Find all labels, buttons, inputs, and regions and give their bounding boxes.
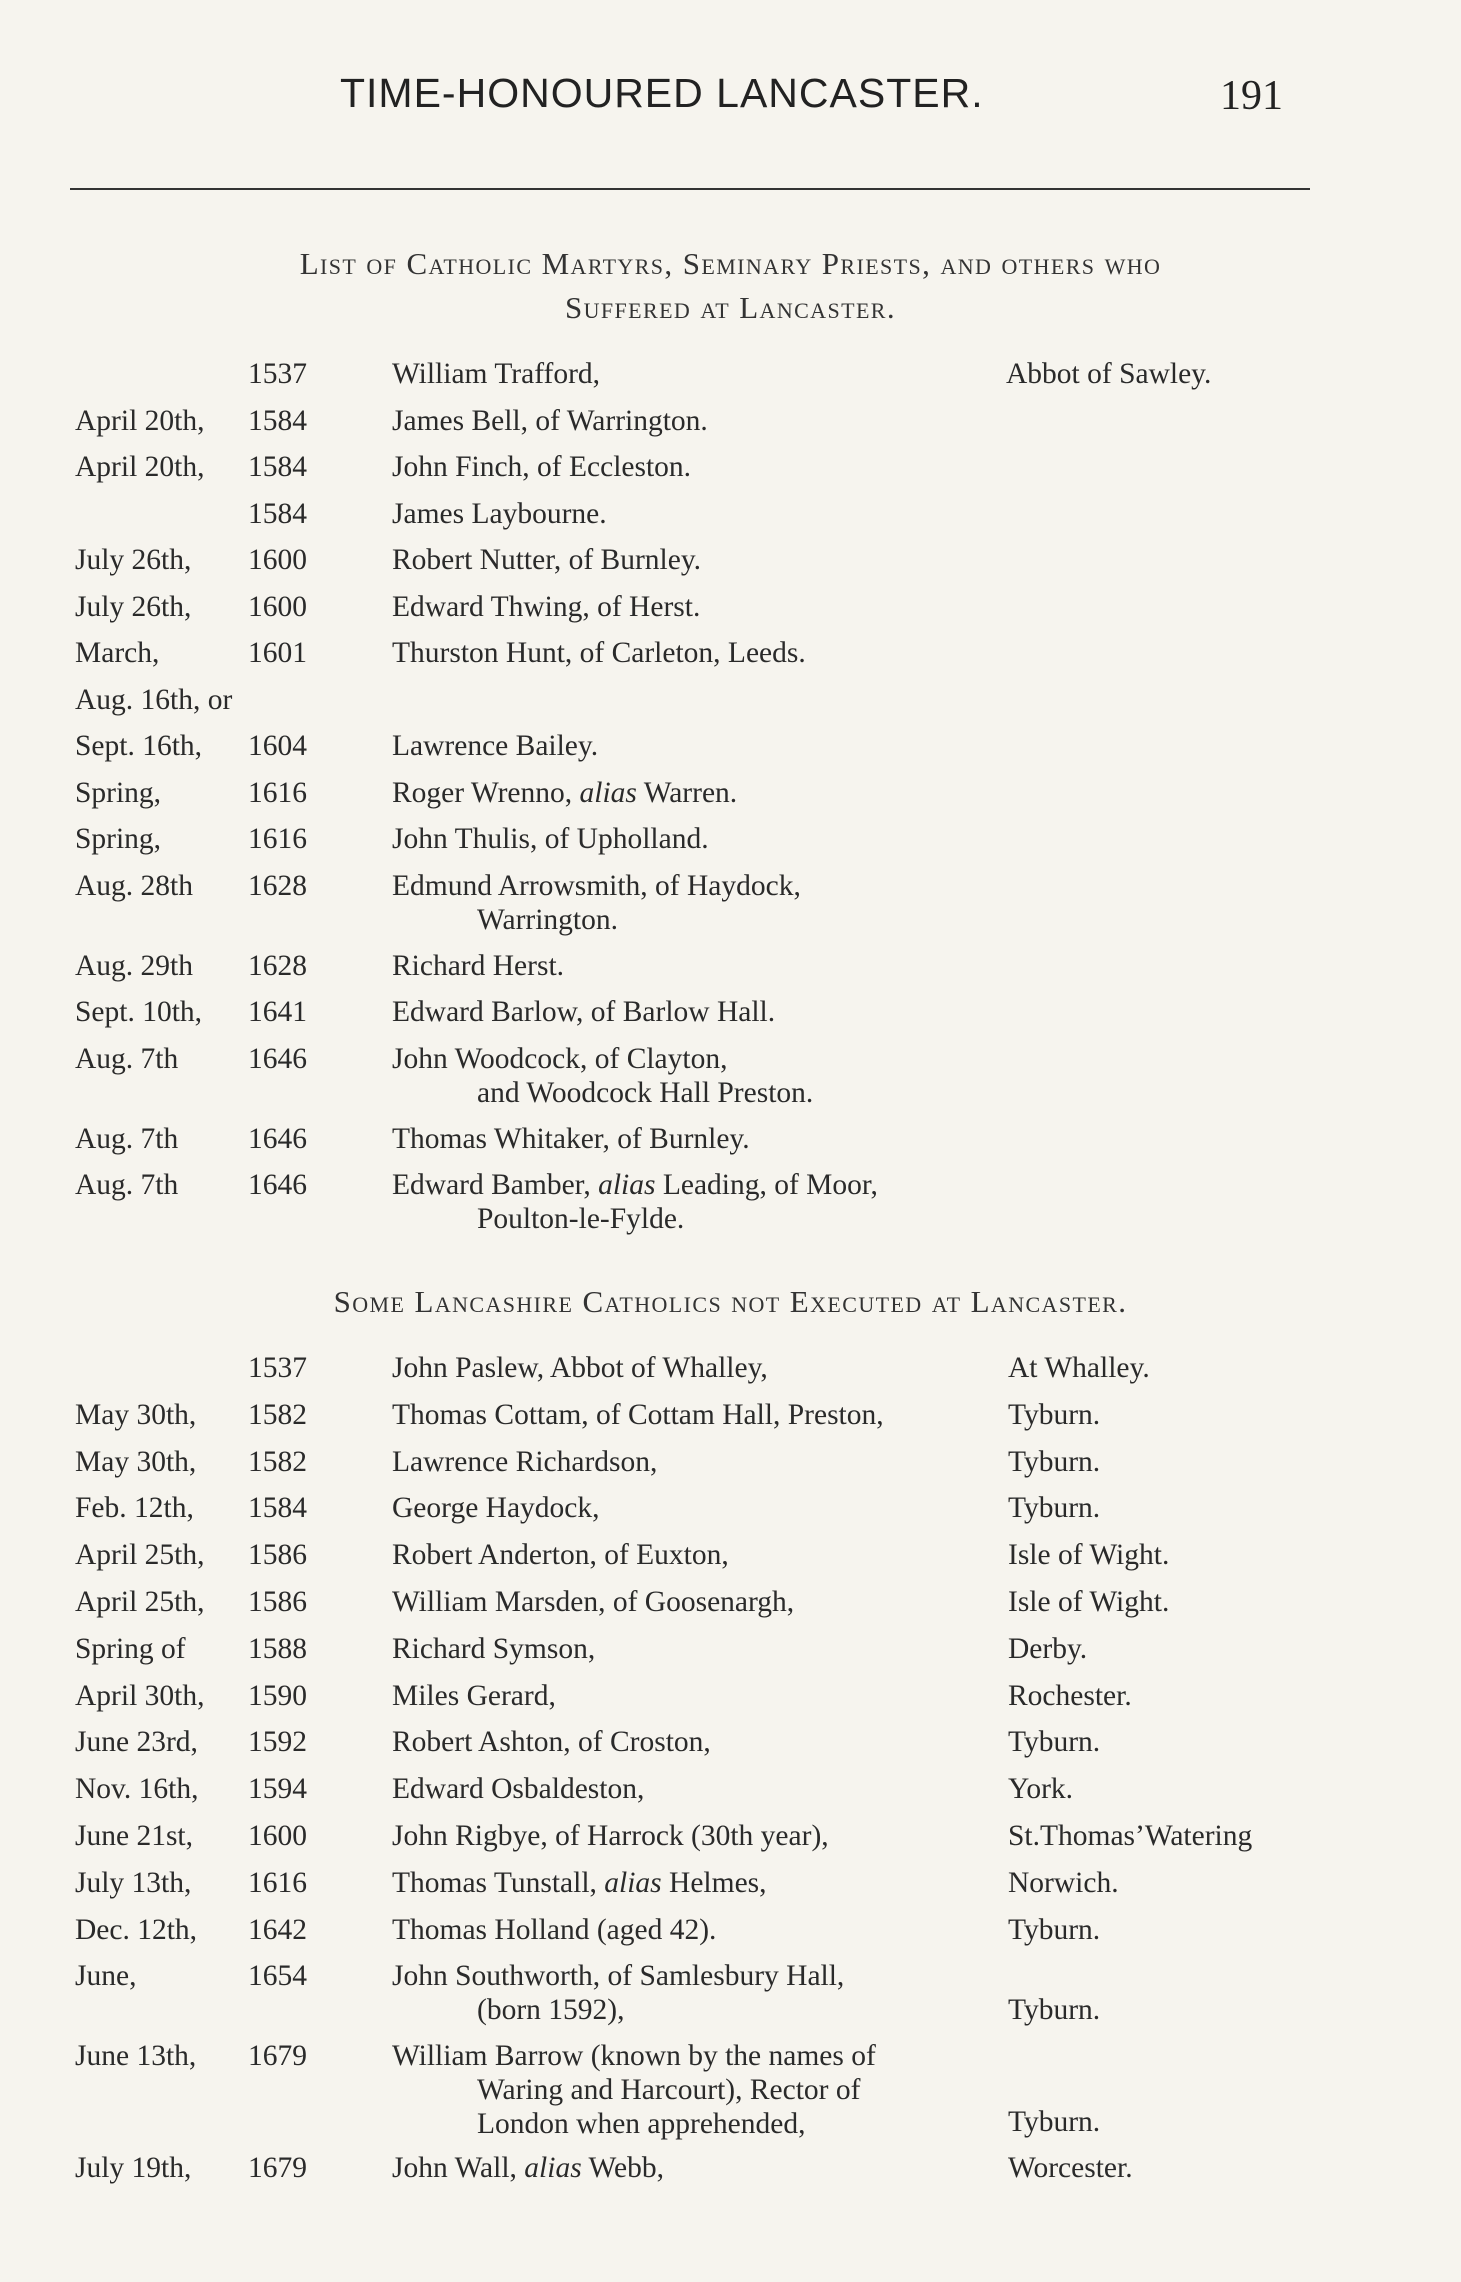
name-text: William Barrow (known by the names of: [392, 2040, 876, 2073]
row-date: Aug. 29th: [75, 949, 193, 982]
row-date: July 13th,: [75, 1866, 192, 1899]
row-year: 1616: [248, 1866, 307, 1899]
name-text: Webb,: [581, 2152, 664, 2185]
row-name: Robert Nutter, of Burnley.: [392, 544, 702, 576]
table-row: [0, 1491, 1461, 1538]
table-row: [0, 1913, 1461, 1960]
row-name: Thomas Cottam, of Cottam Hall, Preston,: [392, 1398, 884, 1431]
row-year: 1586: [248, 1585, 307, 1618]
name-continuation: London when apprehended,: [477, 2108, 806, 2141]
row-year: 1600: [248, 1819, 307, 1852]
row-year: 1586: [248, 1539, 307, 1572]
row-place: Tyburn.: [1008, 1726, 1101, 1759]
row-place: Derby.: [1008, 1632, 1088, 1665]
row-name: Robert Ashton, of Croston,: [392, 1726, 711, 1759]
table-row: [0, 1538, 1461, 1585]
row-year: 1679: [248, 2040, 307, 2073]
header-rule: [70, 188, 1310, 190]
row-name: Lawrence Richardson,: [392, 1445, 658, 1478]
row-place: Abbot of Sawley.: [1006, 358, 1212, 390]
row-year: 1628: [248, 869, 307, 902]
table-row: [0, 1585, 1461, 1632]
name-continuation: Waring and Harcourt), Rector of: [477, 2074, 861, 2107]
row-year: 1600: [248, 590, 307, 623]
row-date: Nov. 16th,: [75, 1773, 199, 1806]
table-row: [0, 1772, 1461, 1819]
row-place: Tyburn.: [1008, 2106, 1101, 2139]
row-date: Spring,: [75, 776, 162, 809]
table-row: [0, 1866, 1461, 1913]
row-year: 1641: [248, 996, 307, 1028]
table-row: [0, 450, 1461, 497]
row-name: John Paslew, Abbot of Whalley,: [392, 1352, 768, 1384]
row-name: [392, 869, 801, 937]
row-year: 1628: [248, 949, 307, 982]
name-text: Edmund Arrowsmith, of Haydock,: [392, 869, 801, 902]
name-text: Warren.: [636, 776, 738, 809]
row-year: 1594: [248, 1773, 307, 1806]
row-place: Rochester.: [1008, 1679, 1132, 1712]
row-date: July 26th,: [75, 590, 192, 623]
row-date: April 20th,: [75, 451, 205, 483]
row-date: Feb. 12th,: [75, 1492, 194, 1525]
row-place: St.Thomas’Watering: [1008, 1819, 1253, 1852]
row-name: William Marsden, of Goosenargh,: [392, 1585, 795, 1618]
row-name: Robert Anderton, of Euxton,: [392, 1539, 729, 1572]
row-place: Tyburn.: [1008, 1913, 1101, 1946]
name-text: Roger Wrenno,: [392, 776, 580, 809]
running-title: TIME-HONOURED LANCASTER.: [340, 70, 984, 116]
row-date: June,: [75, 1960, 137, 1993]
row-date: March,: [75, 637, 160, 669]
row-name: [392, 1959, 844, 2027]
row-date: June 13th,: [75, 2040, 197, 2073]
row-year: 1582: [248, 1398, 307, 1431]
row-name: [392, 2039, 876, 2141]
row-date: July 26th,: [75, 544, 192, 576]
row-name: Richard Symson,: [392, 1632, 596, 1665]
row-year: 1601: [248, 637, 307, 669]
row-name: Miles Gerard,: [392, 1679, 556, 1712]
row-place: Tyburn.: [1008, 1398, 1101, 1431]
row-date: April 30th,: [75, 1679, 205, 1712]
row-name: John Thulis, of Upholland.: [392, 823, 709, 855]
table-row: [0, 357, 1461, 404]
row-date: May 30th,: [75, 1398, 197, 1431]
row-name: Richard Herst.: [392, 949, 565, 982]
row-year: 1537: [248, 358, 307, 390]
row-place: At Whalley.: [1008, 1352, 1150, 1384]
row-year: 1584: [248, 404, 307, 437]
row-place: Worcester.: [1008, 2152, 1133, 2185]
row-place: Isle of Wight.: [1008, 1539, 1170, 1572]
row-name: Lawrence Bailey.: [392, 730, 599, 762]
table-row: [0, 1398, 1461, 1445]
row-year: 1584: [248, 451, 307, 483]
row-date: April 20th,: [75, 404, 205, 437]
row-date: Spring,: [75, 823, 162, 855]
row-date: Dec. 12th,: [75, 1913, 198, 1946]
row-name: James Laybourne.: [392, 497, 607, 530]
row-date: Aug. 7th: [75, 1122, 179, 1155]
row-year: 1588: [248, 1632, 307, 1665]
lancashire-catholics-heading: Some Lancashire Catholics not Executed at Lancaster.: [333, 1284, 1128, 1319]
name-text: John Southworth, of Samlesbury Hall,: [392, 1960, 845, 1993]
row-place: Norwich.: [1008, 1866, 1119, 1899]
table-row: [0, 1632, 1461, 1679]
name-continuation: Warrington.: [477, 903, 618, 936]
lancashire-catholics-table: [0, 1351, 1461, 2198]
row-place: Tyburn.: [1008, 1492, 1101, 1525]
table-row: [0, 2151, 1461, 2198]
alias-word: alias: [524, 2152, 582, 2185]
row-year: 1604: [248, 730, 307, 762]
table-row: [0, 590, 1461, 637]
table-row: [0, 636, 1461, 683]
table-row: [0, 1351, 1461, 1398]
row-place: Tyburn.: [1008, 1994, 1101, 2027]
row-year: 1616: [248, 823, 307, 855]
table-row: [0, 1819, 1461, 1866]
row-name: Edward Osbaldeston,: [392, 1773, 645, 1806]
row-name: Edward Barlow, of Barlow Hall.: [392, 996, 776, 1028]
row-year: 1584: [248, 1492, 307, 1525]
row-name: Thomas Whitaker, of Burnley.: [392, 1122, 750, 1155]
row-name: [392, 2151, 664, 2185]
row-date: Sept. 16th,: [75, 730, 203, 762]
table-row: [0, 1679, 1461, 1726]
row-name: [392, 776, 737, 810]
row-name: James Bell, of Warrington.: [392, 404, 708, 437]
table-row: [0, 1168, 1461, 1248]
row-year: 1537: [248, 1352, 307, 1384]
name-continuation: and Woodcock Hall Preston.: [477, 1076, 814, 1109]
row-date: April 25th,: [75, 1585, 205, 1618]
row-name: John Rigbye, of Harrock (30th year),: [392, 1819, 829, 1852]
page-header: [0, 70, 1461, 130]
row-name: William Trafford,: [392, 358, 601, 390]
row-date: Aug. 7th: [75, 1169, 179, 1201]
table-row: [0, 497, 1461, 544]
row-date: Spring of: [75, 1632, 186, 1665]
row-year: 1646: [248, 1169, 307, 1201]
row-year: 1592: [248, 1726, 307, 1759]
name-text: Helmes,: [661, 1866, 767, 1899]
table-row: [0, 776, 1461, 823]
row-place: York.: [1008, 1773, 1074, 1806]
name-text: Leading, of Moor,: [655, 1169, 878, 1201]
table-row: [0, 543, 1461, 590]
row-date: June 21st,: [75, 1819, 193, 1852]
alias-word: alias: [579, 776, 637, 809]
row-place: Isle of Wight.: [1008, 1585, 1170, 1618]
martyrs-heading-line-1: List of Catholic Martyrs, Seminary Priests, and others who: [299, 246, 1162, 281]
name-text: Thomas Tunstall,: [392, 1866, 605, 1899]
martyrs-table: [0, 357, 1461, 1248]
row-name: George Haydock,: [392, 1492, 600, 1525]
row-year: 1584: [248, 497, 307, 530]
row-date: May 30th,: [75, 1445, 197, 1478]
row-name: Thurston Hunt, of Carleton, Leeds.: [392, 637, 806, 669]
name-continuation: Poulton-le-Fylde.: [477, 1203, 685, 1235]
row-date: June 23rd,: [75, 1726, 198, 1759]
row-date: Aug. 16th, or: [75, 683, 233, 716]
row-year: 1616: [248, 776, 307, 809]
name-text: John Wall,: [392, 2152, 525, 2185]
row-name: John Finch, of Eccleston.: [392, 451, 692, 483]
alias-word: alias: [604, 1866, 662, 1899]
table-row: [0, 404, 1461, 451]
name-continuation: (born 1592),: [477, 1994, 625, 2027]
name-text: Edward Bamber,: [392, 1169, 599, 1201]
row-name: Edward Thwing, of Herst.: [392, 590, 701, 623]
table-row: [0, 995, 1461, 1042]
table-row: [0, 1725, 1461, 1772]
row-year: 1600: [248, 544, 307, 576]
table-row: [0, 949, 1461, 996]
row-name: [392, 1168, 878, 1236]
table-row: [0, 1959, 1461, 2039]
row-name: Thomas Holland (aged 42).: [392, 1913, 717, 1946]
table-row: [0, 729, 1461, 776]
martyrs-list-heading: [0, 242, 1461, 330]
table-row: [0, 869, 1461, 949]
name-text: John Woodcock, of Clayton,: [392, 1042, 728, 1075]
row-date: April 25th,: [75, 1539, 205, 1572]
row-year: 1642: [248, 1913, 307, 1946]
row-date: Aug. 7th: [75, 1042, 179, 1075]
page-number: 191: [1220, 73, 1283, 119]
table-row: [0, 683, 1461, 730]
alias-word: alias: [598, 1169, 656, 1201]
row-year: 1590: [248, 1679, 307, 1712]
row-date: Aug. 28th: [75, 869, 193, 902]
row-place: Tyburn.: [1008, 1445, 1101, 1478]
table-row: [0, 822, 1461, 869]
table-row: [0, 1122, 1461, 1169]
row-year: 1646: [248, 1122, 307, 1155]
table-row: [0, 2039, 1461, 2151]
row-year: 1679: [248, 2152, 307, 2185]
row-date: July 19th,: [75, 2152, 192, 2185]
row-name: [392, 1042, 813, 1110]
table-row: [0, 1042, 1461, 1122]
row-year: 1654: [248, 1960, 307, 1993]
row-date: Sept. 10th,: [75, 996, 203, 1028]
martyrs-heading-line-2: Suffered at Lancaster.: [564, 290, 897, 325]
row-year: 1646: [248, 1042, 307, 1075]
row-year: 1582: [248, 1445, 307, 1478]
row-name: [392, 1866, 767, 1900]
table-row: [0, 1445, 1461, 1492]
